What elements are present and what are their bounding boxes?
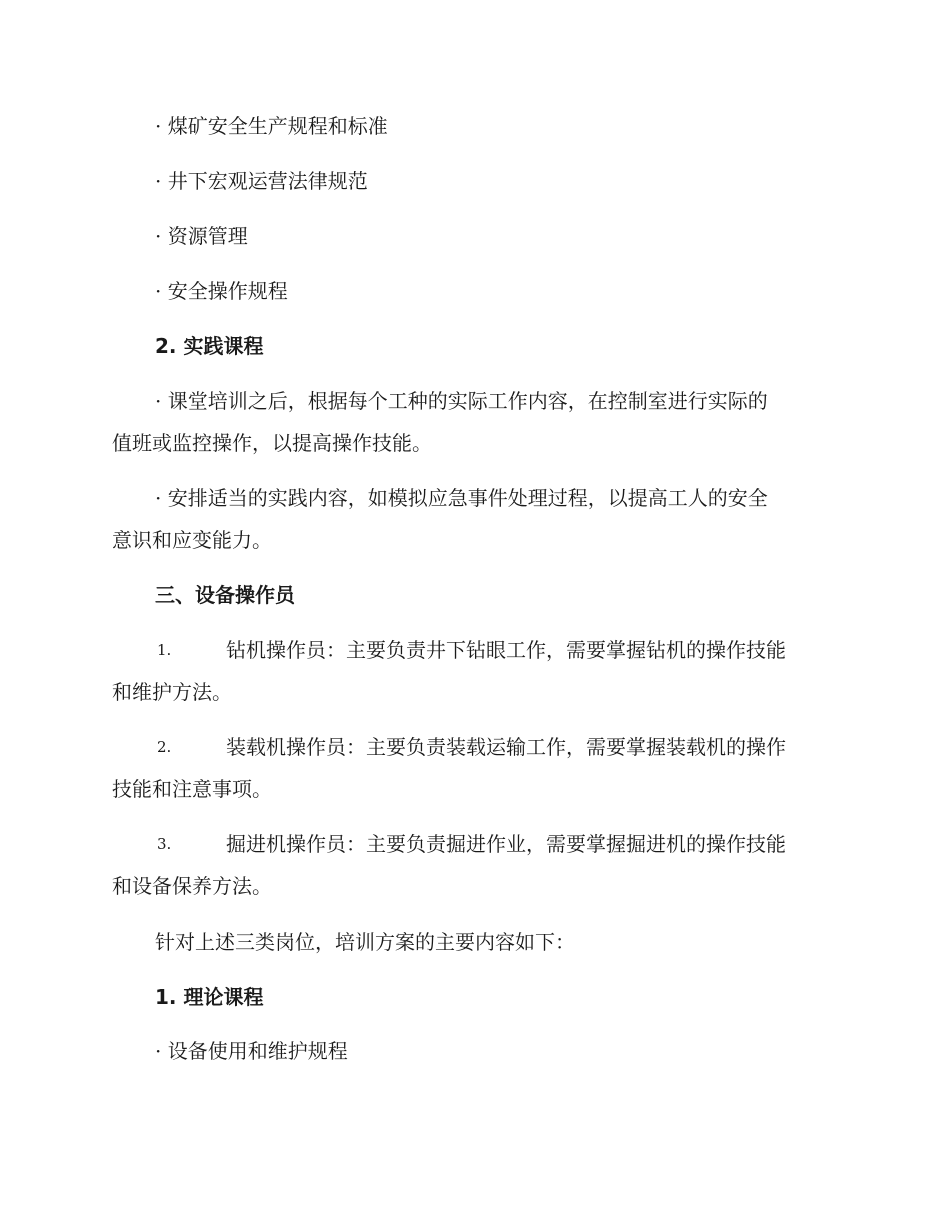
paragraph-practice-1-line2: 值班或监控操作，以提高操作技能。 [112,431,432,455]
summary-paragraph: 针对上述三类岗位，培训方案的主要内容如下： [155,930,575,954]
paragraph-practice-1-line1: · 课堂培训之后，根据每个工种的实际工作内容，在控制室进行实际的 [155,389,768,413]
list-item-text: 钻机操作员：主要负责井下钻眼工作，需要掌握钻机的操作技能 [226,638,786,662]
heading-theory-course: 1. 理论课程 [155,985,264,1009]
bullet-resource-management: · 资源管理 [155,224,248,248]
paragraph-practice-2-line1: · 安排适当的实践内容，如模拟应急事件处理过程，以提高工人的安全 [155,486,768,510]
list-item-text: 装载机操作员：主要负责装载运输工作，需要掌握装载机的操作 [226,735,786,759]
bullet-equipment-maintenance: · 设备使用和维护规程 [155,1039,348,1063]
list-item-continuation: 技能和注意事项。 [112,777,272,801]
bullet-safety-regulations: · 煤矿安全生产规程和标准 [155,114,388,138]
heading-practice-course: 2. 实践课程 [155,334,264,358]
list-number: 2. [157,738,172,756]
list-item-continuation: 和维护方法。 [112,680,232,704]
list-item-text: 掘进机操作员：主要负责掘进作业，需要掌握掘进机的操作技能 [226,832,786,856]
paragraph-practice-2-line2: 意识和应变能力。 [112,528,272,552]
heading-section-three: 三、设备操作员 [155,583,295,607]
list-item-continuation: 和设备保养方法。 [112,874,272,898]
list-number: 1. [157,641,172,659]
list-number: 3. [157,835,172,853]
bullet-safe-operation: · 安全操作规程 [155,279,288,303]
bullet-legal-norms: · 井下宏观运营法律规范 [155,169,368,193]
